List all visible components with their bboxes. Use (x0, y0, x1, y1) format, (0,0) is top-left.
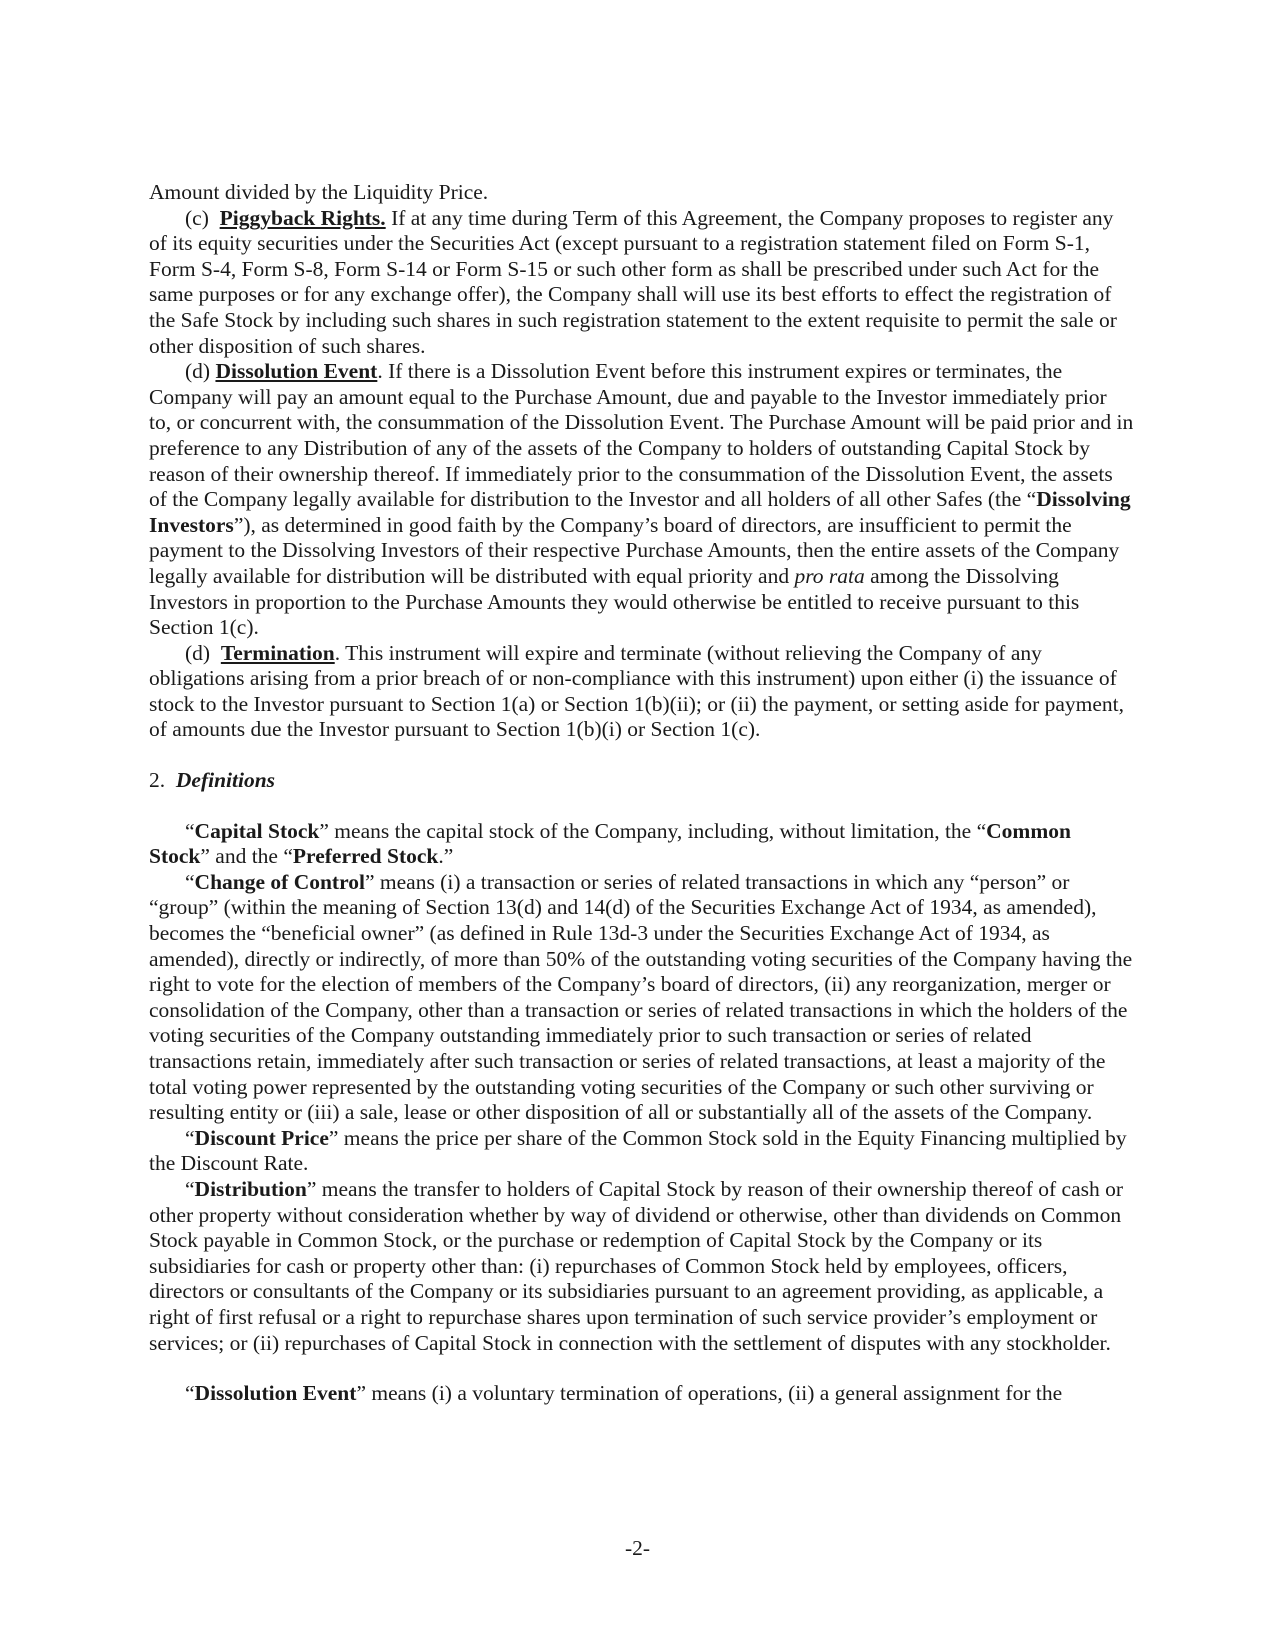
dissolution-event-paragraph: (d) Dissolution Event. If there is a Dissolution Event before this instrument expires or terminates, the Company will pay an amount equal to the Purchase Amount, due and payable to the Investor immediately prior to, or concurrent with, the consummation of the Dissolution Event. The Purchase Amount will be paid prior and in preference to any Distribution of any of the assets of the Company to holders of outstanding Capital Stock by reason of their ownership thereof. If immediately prior to the consummation of the Dissolution Event, the assets of the Company legally available for distribution to the Investor and all holders of all other Safes (the “Dissolving Investors”), as determined in good faith by the Company’s board of directors, are insufficient to permit the payment to the Dissolving Investors of their respective Purchase Amounts, then the entire assets of the Company legally available for distribution will be distributed with equal priority and pro rata among the Dissolving Investors in proportion to the Purchase Amounts they would otherwise be entitled to receive pursuant to this Section 1(c). (149, 359, 1134, 640)
section-2-title: Definitions (175, 768, 276, 793)
section-2-heading: 2. Definitions (149, 768, 276, 793)
dissolving-investors-term: Dissolving Investors (149, 487, 1131, 537)
page-number: -2- (624, 1536, 651, 1560)
piggyback-rights-paragraph: (c) Piggyback Rights. If at any time during Term of this Agreement, the Company proposes to register any of its equity securities under the Securities Act (except pursuant to a registration statement filed on Form S-1, Form S-4, Form S-8, Form S-14 or Form S-15 or such other form as shall be prescribed under such Act for the same purposes or for any exchange offer), the Company shall will use its best efforts to effect the registration of the Safe Stock by including such shares in such registration statement to the extent requisite to permit the sale or other disposition of such shares. (149, 205, 1117, 358)
termination-paragraph: (d) Termination. This instrument will expire and terminate (without relieving the Company of any obligations arising from a prior breach of or non-compliance with this instrument) upon either (i) the issuance of stock to the Investor pursuant to Section 1(a) or Section 1(b)(ii); or (ii) the payment, or setting aside for payment, of amounts due the Investor pursuant to Section 1(b)(i) or Section 1(c). (149, 640, 1125, 742)
definition-capital-stock: “Capital Stock” means the capital stock of the Company, including, without limitation, the “Common Stock” and the “Preferred Stock.” (149, 818, 1071, 869)
document-body (149, 180, 1134, 1407)
termination-heading: Termination (220, 640, 335, 665)
definition-distribution: “Distribution” means the transfer to holders of Capital Stock by reason of their ownership thereof of cash or other property without consideration whether by way of dividend or otherwise, other than dividends on Common Stock payable in Common Stock, or the purchase or redemption of Capital Stock by the Company or its subsidiaries for cash or property other than: (i) repurchases of Common Stock held by employees, officers, directors or consultants of the Company or its subsidiaries pursuant to an agreement providing, as applicable, a right of first refusal or a right to repurchase shares upon termination of such service provider’s employment or services; or (ii) repurchases of Capital Stock in connection with the settlement of disputes with any stockholder. (149, 1176, 1124, 1355)
continuation-paragraph: Amount divided by the Liquidity Price. (149, 180, 489, 204)
definition-change-of-control: “Change of Control” means (i) a transaction or series of related transactions in which any “person” or “group” (within the meaning of Section 13(d) and 14(d) of the Securities Exchange Act of 1934, as amended), becomes the “beneficial owner” (as defined in Rule 13d-3 under the Securities Exchange Act of 1934, as amended), directly or indirectly, of more than 50% of the outstanding voting securities of the Company having the right to vote for the election of members of the Company’s board of directors, (ii) any reorganization, merger or consolidation of the Company, other than a transaction or series of related transactions in which the holders of the voting securities of the Company outstanding immediately prior to such transaction or series of related transactions retain, immediately after such transaction or series of related transactions, at least a majority of the total voting power represented by the outstanding voting securities of the Company or such other surviving or resulting entity or (iii) a sale, lease or other disposition of all or substantially all of the assets of the Company. (149, 869, 1133, 1125)
definition-discount-price: “Discount Price” means the price per share of the Common Stock sold in the Equity Financing multiplied by the Discount Rate. (149, 1125, 1127, 1176)
definition-dissolution-event: “Dissolution Event” means (i) a voluntary termination of operations, (ii) a general assignment for the (185, 1381, 1063, 1406)
dissolution-event-heading: Dissolution Event (215, 359, 378, 384)
piggyback-rights-heading: Piggyback Rights. (219, 205, 386, 230)
